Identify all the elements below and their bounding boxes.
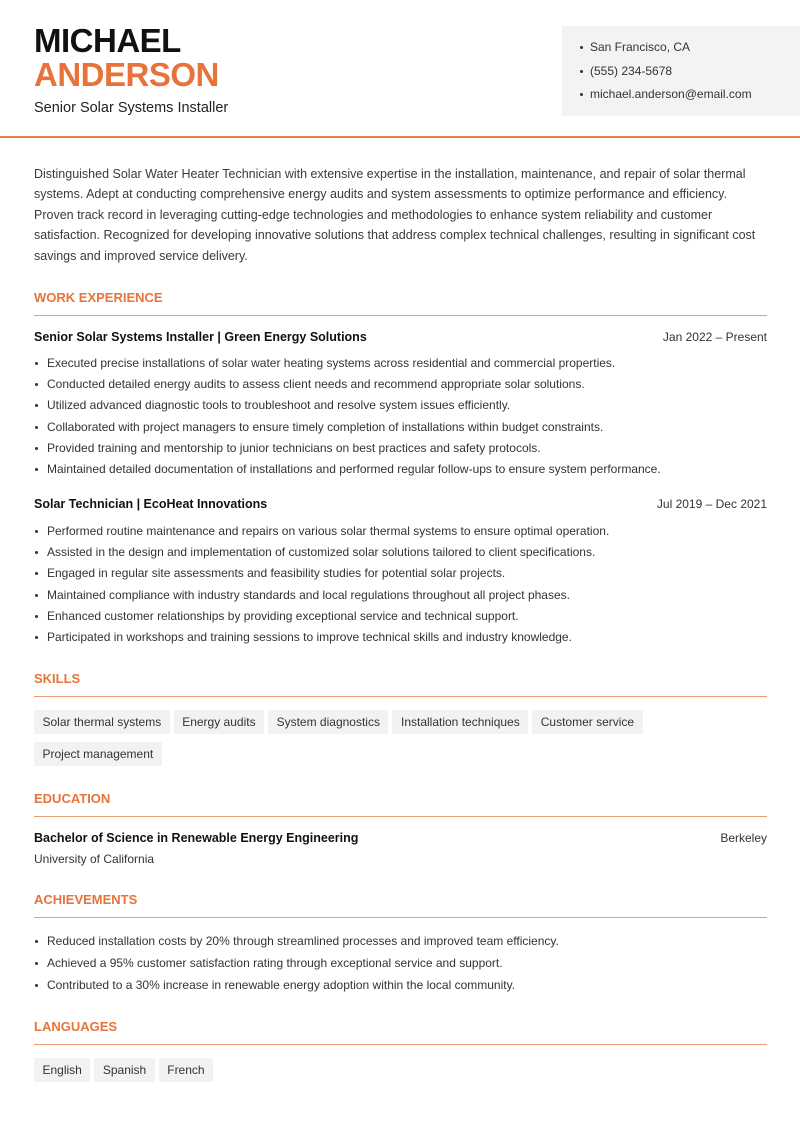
education-degree: Bachelor of Science in Renewable Energy Engineering xyxy=(34,831,359,845)
education-header xyxy=(34,791,767,817)
list-item: Collaborated with project managers to ensure timely completion of installations within budget constraints. xyxy=(34,419,767,440)
contact-box xyxy=(562,26,800,116)
achievements-list xyxy=(34,933,767,999)
list-item: Contributed to a 30% increase in renewable energy adoption within the local community. xyxy=(34,977,767,999)
first-name: MICHAEL xyxy=(34,22,181,59)
language-chip: English xyxy=(34,1058,90,1082)
list-item: Participated in workshops and training sessions to improve technical skills and industry knowledge. xyxy=(34,629,767,650)
job-entry xyxy=(34,497,767,515)
skills-header xyxy=(34,671,767,697)
section-title: SKILLS xyxy=(34,671,81,686)
list-item: Maintained compliance with industry standards and local regulations throughout all project phases. xyxy=(34,587,767,608)
contact-phone[interactable]: (555) 234-5678 xyxy=(580,63,800,87)
job-bullets xyxy=(34,523,767,650)
section-title: ACHIEVEMENTS xyxy=(34,892,138,907)
language-chip: French xyxy=(159,1058,213,1082)
job-bullets xyxy=(34,355,767,482)
job-heading: Solar Technician | EcoHeat Innovations xyxy=(34,497,268,511)
contact-email[interactable]: michael.anderson@email.com xyxy=(580,86,800,110)
job-dates: Jan 2022 – Present xyxy=(662,330,767,344)
skill-chip: Solar thermal systems xyxy=(34,710,170,734)
section-title: EDUCATION xyxy=(34,791,111,806)
skill-chip: System diagnostics xyxy=(268,710,388,734)
education-location: Berkeley xyxy=(720,831,767,845)
list-item: Utilized advanced diagnostic tools to troubleshoot and resolve system issues efficiently. xyxy=(34,397,767,418)
contact-location: San Francisco, CA xyxy=(580,39,800,63)
list-item: Assisted in the design and implementation of customized solar solutions tailored to client specifications. xyxy=(34,544,767,565)
list-item: Provided training and mentorship to junior technicians on best practices and safety protocols. xyxy=(34,440,767,461)
job-entry xyxy=(34,330,767,348)
skill-chip: Installation techniques xyxy=(392,710,528,734)
list-item: Performed routine maintenance and repairs on various solar thermal systems to ensure optimal operation. xyxy=(34,523,767,544)
list-item: Conducted detailed energy audits to assess client needs and recommend appropriate solar solutions. xyxy=(34,376,767,397)
work-experience-header xyxy=(34,290,767,316)
section-title: LANGUAGES xyxy=(34,1019,118,1034)
education-school: University of California xyxy=(34,852,155,866)
language-chip: Spanish xyxy=(94,1058,154,1082)
list-item: Maintained detailed documentation of installations and performed regular follow-ups to ensure system performance. xyxy=(34,461,767,482)
skills-list xyxy=(34,710,767,774)
languages-header xyxy=(34,1019,767,1045)
section-title: WORK EXPERIENCE xyxy=(34,290,163,305)
list-item: Reduced installation costs by 20% through streamlined processes and improved team efficiency. xyxy=(34,933,767,955)
job-heading: Senior Solar Systems Installer | Green Energy Solutions xyxy=(34,330,367,344)
job-title: Senior Solar Systems Installer xyxy=(34,100,229,116)
skill-chip: Project management xyxy=(34,742,162,766)
skill-chip: Energy audits xyxy=(174,710,264,734)
skill-chip: Customer service xyxy=(532,710,642,734)
list-item: Engaged in regular site assessments and feasibility studies for potential solar projects. xyxy=(34,565,767,586)
achievements-header xyxy=(34,892,767,918)
languages-list xyxy=(34,1058,767,1090)
list-item: Achieved a 95% customer satisfaction rating through exceptional service and support. xyxy=(34,955,767,977)
resume-header xyxy=(0,0,800,138)
list-item: Enhanced customer relationships by providing exceptional service and technical support. xyxy=(34,608,767,629)
job-dates: Jul 2019 – Dec 2021 xyxy=(656,497,767,511)
professional-summary: Distinguished Solar Water Heater Technician with extensive expertise in the installation, maintenance, and repair of solar thermal systems. Adept at conducting comprehensive energy audits and system assessments to optimize performance and efficiency. Proven track record in leveraging cutting-edge technologies and methodologies to enhance system reliability and customer satisfaction. Recognized for developing innovative solutions that address complex technical challenges, resulting in significant cost savings and improved service delivery. xyxy=(34,167,756,263)
list-item: Executed precise installations of solar water heating systems across residential and commercial properties. xyxy=(34,355,767,376)
last-name: ANDERSON xyxy=(34,56,219,93)
